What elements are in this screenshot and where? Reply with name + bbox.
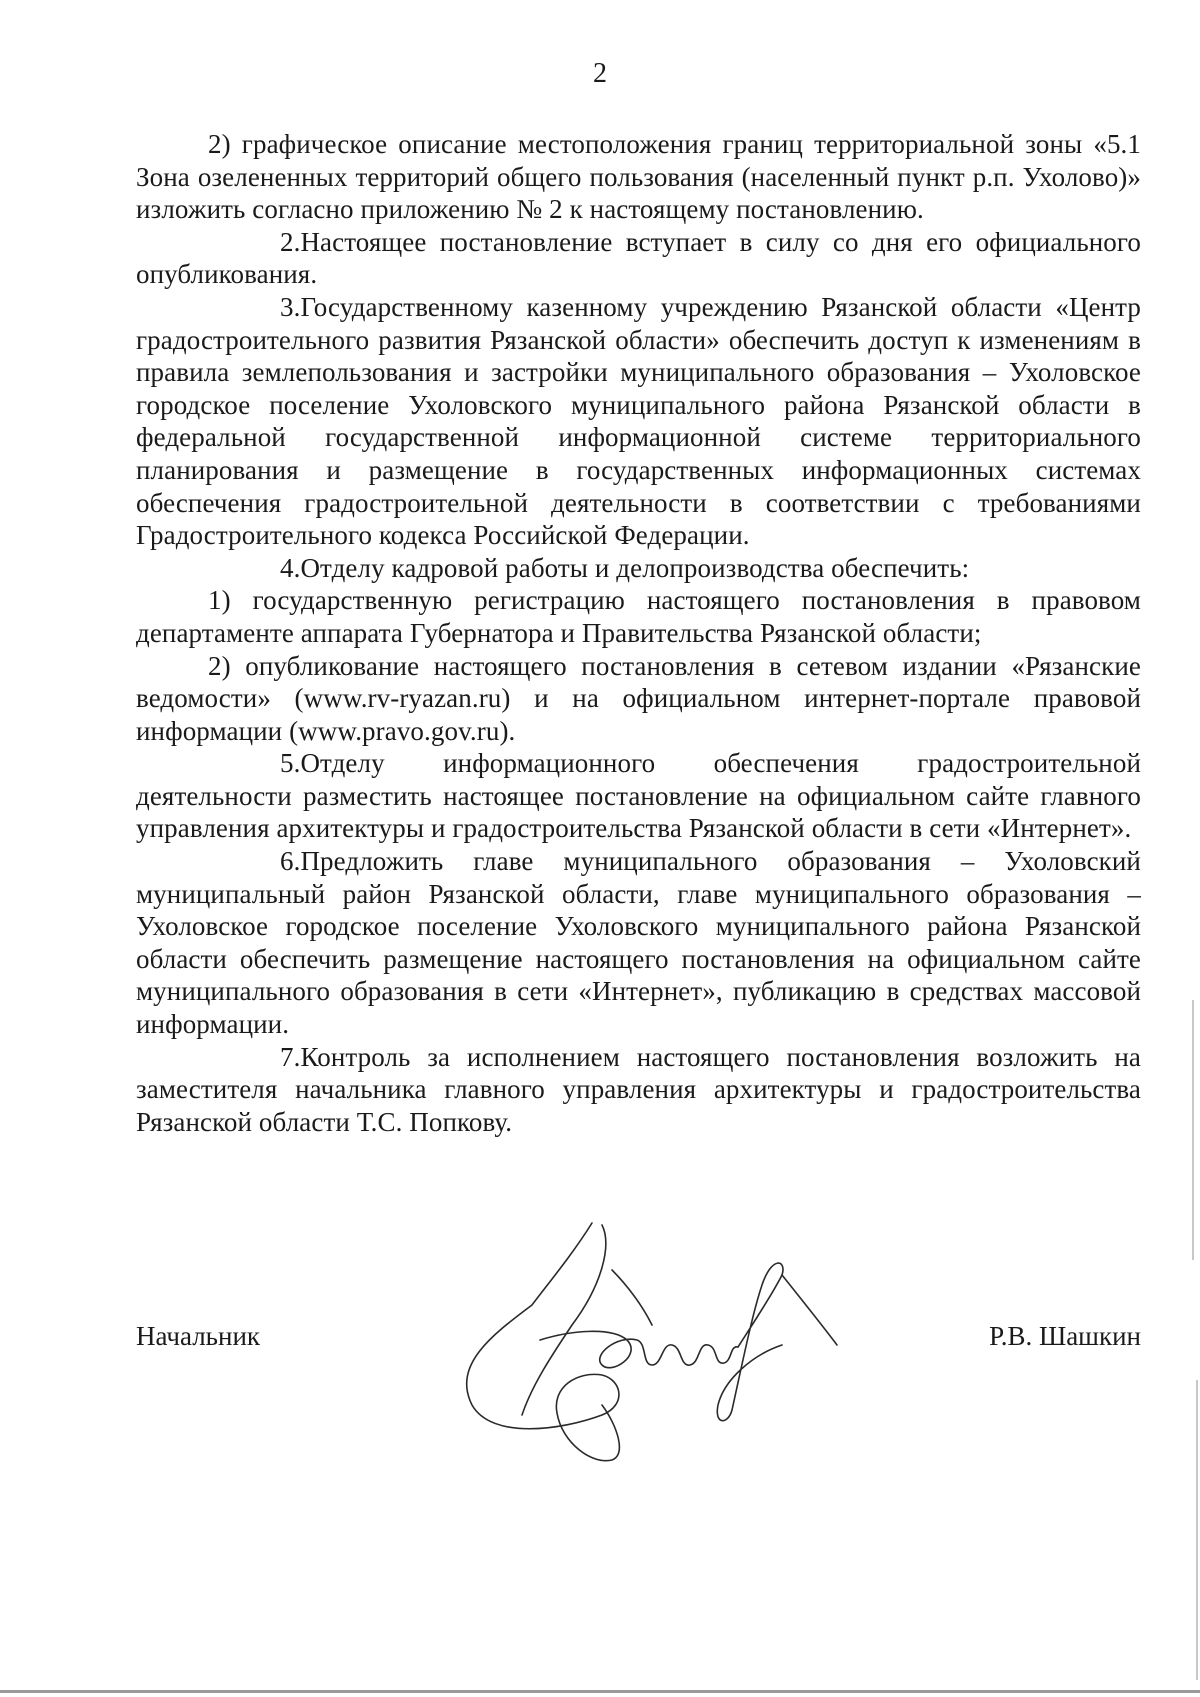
signatory-name: Р.В. Шашкин bbox=[989, 1321, 1141, 1351]
paragraph-number: 5. bbox=[280, 748, 301, 779]
scan-edge-mark bbox=[1192, 1000, 1194, 1260]
paragraph-text: 2) графическое описание местоположения границ территориальной зоны «5.1 Зона озелененных территорий общего пользования (населенный пункт р.п. Ухолово)» изложить согласно приложению № 2 к настоящему постановлению. bbox=[136, 129, 1141, 225]
paragraph-4-1-registration bbox=[136, 584, 1141, 649]
scan-edge-mark bbox=[1196, 1380, 1198, 1680]
paragraph-number: 2. bbox=[280, 226, 301, 257]
paragraph-text: 2) опубликование настоящего постановления в сетевом издании «Рязанские ведомости» (www.rv-ryazan.ru) и на официальном интернет-портале правовой информации (www.pravo.gov.ru). bbox=[136, 650, 1141, 746]
signatory-title: Начальник bbox=[136, 1321, 261, 1351]
paragraph-text: Отделу информационного обеспечения градостроительной деятельности разместить настоящее постановление на официальном сайте главного управления архитектуры и градостроительства Рязанской области в сети «Интернет». bbox=[136, 748, 1141, 844]
paragraph-3-access bbox=[136, 291, 1141, 552]
paragraph-graphic-description bbox=[136, 128, 1141, 226]
paragraph-text: 1) государственную регистрацию настоящего постановления в правовом департаменте аппарата Губернатора и Правительства Рязанской области; bbox=[136, 585, 1141, 648]
paragraph-text: Государственному казенному учреждению Рязанской области «Центр градостроительного развития Рязанской области» обеспечить доступ к изменениям в правила землепользования и застройки муниципального образования – Ухоловское городское поселение Ухоловского муниципального района Рязанской области в федеральной государственной информационной системе территориального планирования и размещение в государственных информационных системах обеспечения градостроительной деятельности в соответствии с требованиями Градостроительного кодекса Российской Федерации. bbox=[136, 291, 1141, 551]
paragraph-number: 7. bbox=[280, 1041, 301, 1072]
paragraph-4-2-publication bbox=[136, 650, 1141, 748]
paragraph-2-effective-date bbox=[136, 226, 1141, 291]
paragraph-number: 6. bbox=[280, 846, 301, 877]
paragraph-7-control bbox=[136, 1041, 1141, 1139]
paragraph-text: Настоящее постановление вступает в силу со дня его официального опубликования. bbox=[136, 226, 1141, 290]
paragraph-6-municipal bbox=[136, 845, 1141, 1041]
scan-bottom-edge bbox=[0, 1690, 1200, 1693]
paragraph-number: 4. bbox=[280, 552, 301, 583]
paragraph-text: Отделу кадровой работы и делопроизводства обеспечить: bbox=[300, 552, 970, 583]
signature-block bbox=[136, 1318, 1141, 1358]
document-body bbox=[136, 128, 1141, 1138]
paragraph-text: Предложить главе муниципального образования – Ухоловский муниципальный район Рязанской области, главе муниципального образования – Ухоловское городское поселение Ухоловского муниципального района Рязанской области обеспечить размещение настоящего постановления на официальном сайте муниципального образования в сети «Интернет», публикацию в средствах массовой информации. bbox=[136, 846, 1141, 1040]
paragraph-4-department bbox=[136, 552, 1141, 585]
paragraph-5-website bbox=[136, 747, 1141, 845]
page-number: 2 bbox=[593, 58, 607, 89]
paragraph-number: 3. bbox=[280, 291, 301, 322]
paragraph-text: Контроль за исполнением настоящего постановления возложить на заместителя начальника главного управления архитектуры и градостроительства Рязанской области Т.С. Попкову. bbox=[136, 1041, 1141, 1137]
